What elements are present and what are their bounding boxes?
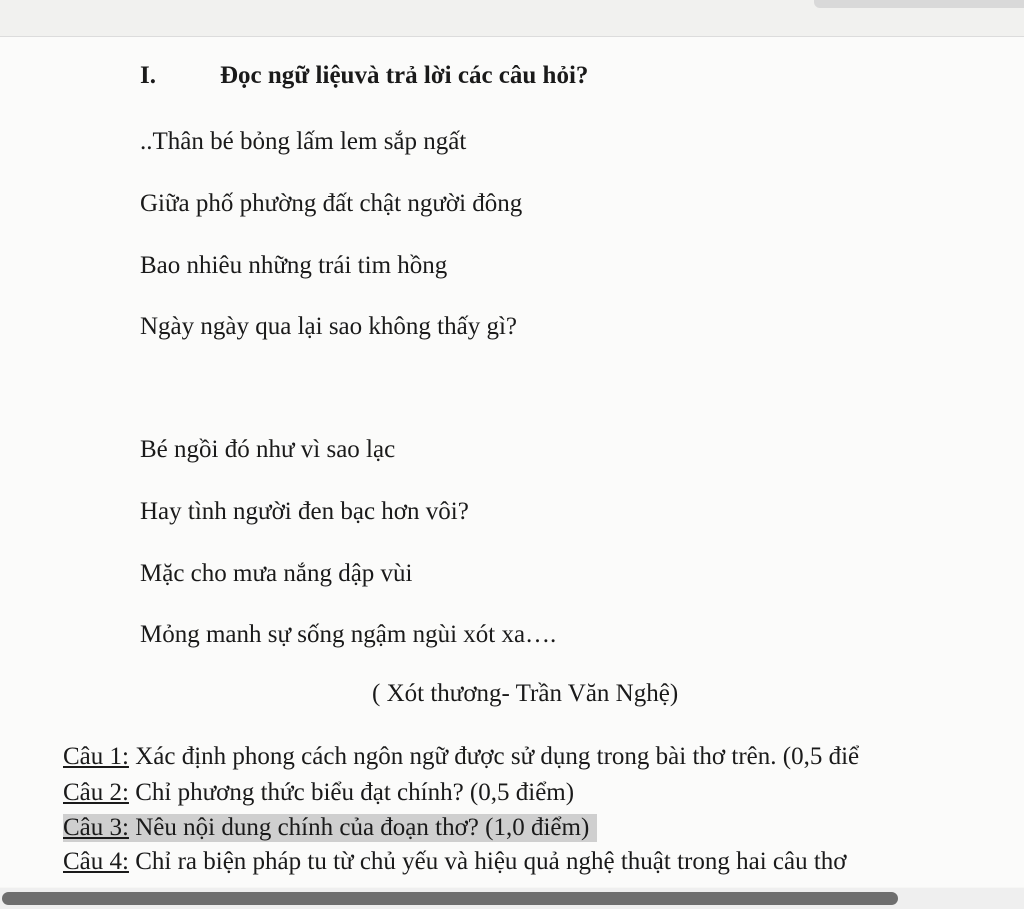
section-number: I. <box>140 62 156 89</box>
poem-line: Ngày ngày qua lại sao không thấy gì? <box>140 313 517 340</box>
question-1 <box>63 743 859 771</box>
top-tab-handle[interactable] <box>814 0 1024 8</box>
question-label: Câu 1: <box>63 743 129 770</box>
question-label: Câu 3: <box>63 814 129 841</box>
question-2 <box>63 779 574 807</box>
section-heading <box>140 62 588 90</box>
poem-line: Mỏng manh sự sống ngậm ngùi xót xa…. <box>140 621 557 648</box>
question-text: Xác định phong cách ngôn ngữ được sử dụng trong bài thơ trên. (0,5 điể <box>128 743 860 770</box>
section-title: Đọc ngữ liệuvà trả lời các câu hỏi? <box>220 62 589 89</box>
question-text: Nêu nội dung chính của đoạn thơ? (1,0 điểm) <box>128 814 590 841</box>
poem-line: Mặc cho mưa nắng dập vùi <box>140 560 413 587</box>
poem-line: Giữa phố phường đất chật người đông <box>140 190 523 217</box>
poem-attribution: ( Xót thương- Trần Văn Nghệ) <box>372 680 679 707</box>
question-label: Câu 4: <box>63 848 129 875</box>
poem-line: Bao nhiêu những trái tim hồng <box>140 252 448 279</box>
poem-line: ..Thân bé bỏng lấm lem sắp ngất <box>140 128 467 155</box>
question-3-highlighted <box>63 814 597 842</box>
question-label: Câu 2: <box>63 779 129 806</box>
question-text: Chỉ phương thức biểu đạt chính? (0,5 điểm) <box>128 779 575 806</box>
question-4 <box>63 848 847 876</box>
horizontal-scrollbar-thumb[interactable] <box>2 892 898 905</box>
poem-line: Hay tình người đen bạc hơn vôi? <box>140 498 469 525</box>
poem-line: Bé ngồi đó như vì sao lạc <box>140 436 396 463</box>
question-text: Chỉ ra biện pháp tu từ chủ yếu và hiệu quả nghệ thuật trong hai câu thơ <box>128 848 847 875</box>
